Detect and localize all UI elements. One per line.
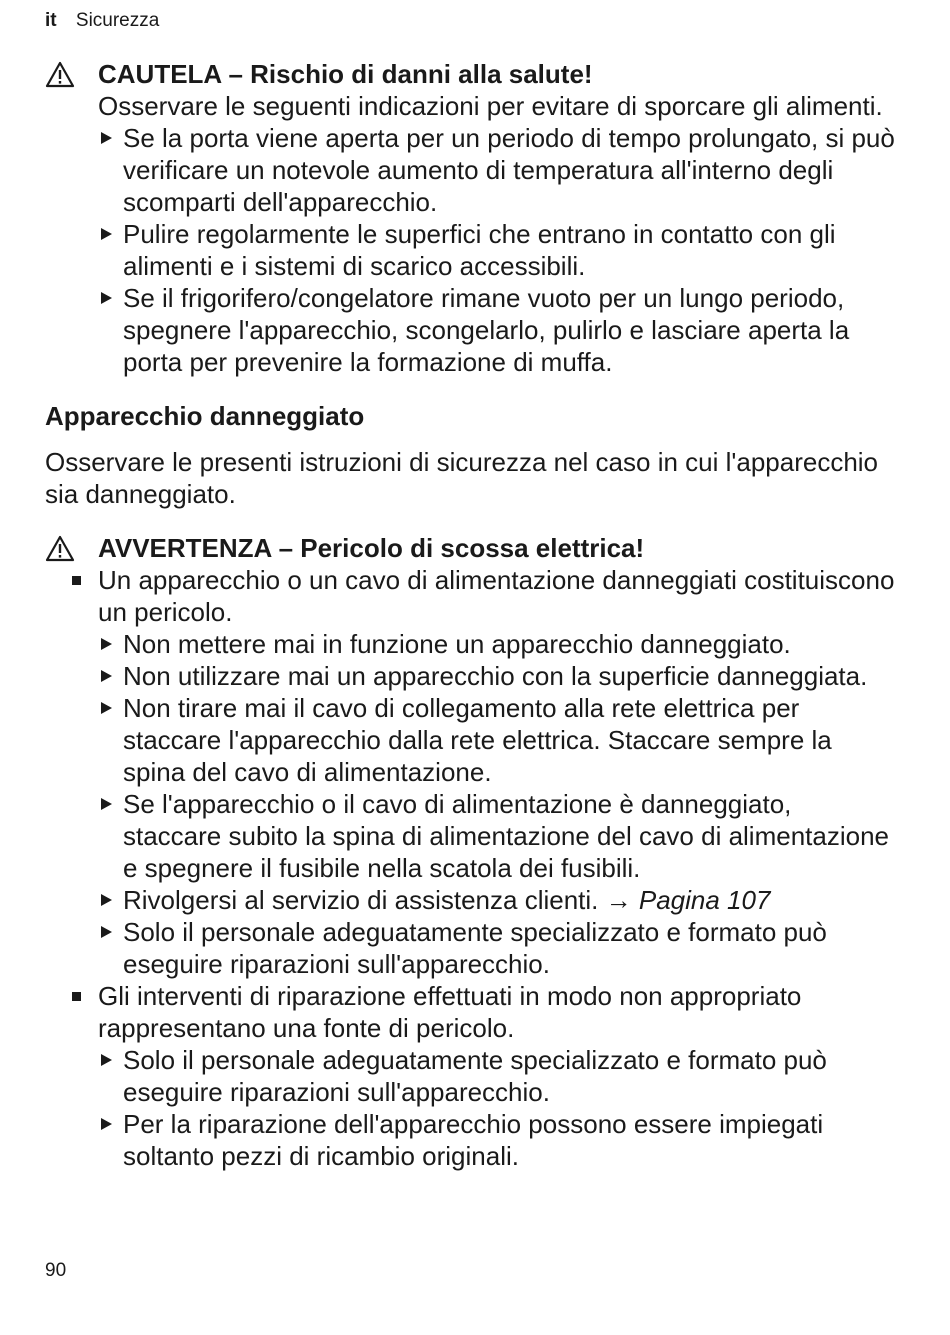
warning-item: Non tirare mai il cavo di collegamento alla rete elettrica per staccare l'apparecchio dalla rete elettrica. Staccare sempre la spina del cavo di alimentazione.	[45, 692, 895, 788]
caution-intro: Osservare le seguenti indicazioni per evitare di sporcare gli alimenti.	[98, 91, 883, 121]
page-header	[45, 10, 159, 32]
section-name: Sicurezza	[75, 10, 160, 31]
warning-group-text: Gli interventi di riparazione effettuati in modo non appropriato rappresentano una fonte di pericolo.	[45, 980, 895, 1044]
caution-item: Pulire regolarmente le superfici che entrano in contatto con gli alimenti e i sistemi di scarico accessibili.	[45, 218, 895, 282]
warning-item-with-ref: Rivolgersi al servizio di assistenza clienti. → Pagina 107	[45, 884, 895, 916]
warning-triangle-icon	[45, 535, 75, 562]
warning-item: Se l'apparecchio o il cavo di alimentazione è danneggiato, staccare subito la spina di alimentazione del cavo di alimentazione e spegnere il fusibile nella scatola dei fusibili.	[45, 788, 895, 884]
section-heading: Apparecchio danneggiato	[45, 401, 365, 431]
warning-item: Non utilizzare mai un apparecchio con la superficie danneggiata.	[45, 660, 895, 692]
warning-item: Solo il personale adeguatamente specializzato e formato può eseguire riparazioni sull'apparecchio.	[45, 1044, 895, 1108]
warning-item: Per la riparazione dell'apparecchio possono essere impiegati soltanto pezzi di ricambio originali.	[45, 1108, 895, 1172]
section-intro: Osservare le presenti istruzioni di sicurezza nel caso in cui l'apparecchio sia danneggiato.	[45, 447, 879, 509]
warning-triangle-icon	[45, 61, 75, 88]
warning-group-text: Un apparecchio o un cavo di alimentazione danneggiati costituiscono un pericolo.	[45, 564, 895, 628]
page-content	[45, 58, 895, 1172]
arrow-right-icon: →	[605, 885, 632, 915]
warning-title: AVVERTENZA – Pericolo di scossa elettrica!	[45, 532, 895, 564]
page-reference-link[interactable]	[606, 885, 771, 915]
caution-item: Se il frigorifero/congelatore rimane vuoto per un lungo periodo, spegnere l'apparecchio, scongelarlo, pulirlo e lasciare aperta la porta per prevenire la formazione di muffa.	[45, 282, 895, 378]
warning-item: Solo il personale adeguatamente specializzato e formato può eseguire riparazioni sull'apparecchio.	[45, 916, 895, 980]
page-number: 90	[45, 1260, 67, 1281]
caution-title: CAUTELA – Rischio di danni alla salute!	[45, 58, 895, 90]
caution-item: Se la porta viene aperta per un periodo di tempo prolungato, si può verificare un notevole aumento di temperatura all'interno degli scomparti dell'apparecchio.	[45, 122, 895, 218]
warning-item: Non mettere mai in funzione un apparecchio danneggiato.	[45, 628, 895, 660]
language-code: it	[45, 10, 57, 31]
page-reference-text: Pagina 107	[638, 885, 771, 915]
